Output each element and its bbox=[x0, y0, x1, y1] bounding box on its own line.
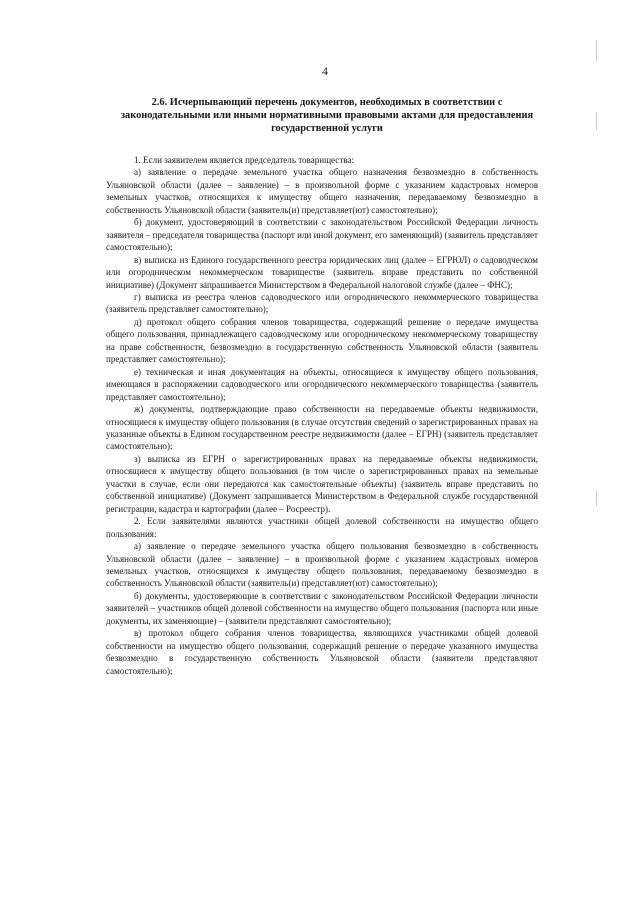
paragraph: б) документ, удостоверяющий в соответствии с законодательством Российской Федерации личность заявителя – председателя товарищества (паспорт или иной документ, его заменяющий) (заявитель представляет самостоятельно); bbox=[106, 217, 538, 253]
page-number: 4 bbox=[322, 64, 328, 78]
paragraph: д) протокол общего собрания членов товарищества, содержащий решение о передаче имущества общего пользования, принадлежащего садоводческому или огородническому некоммерческому товариществу на праве собственности, безвозмездно в государственную собственность Ульяновской области (заявитель представляет самостоятельно); bbox=[106, 316, 538, 365]
paragraph: а) заявление о передаче земельного участка общего пользования безвозмездно в собственность Ульяновской области (далее – заявление) – в произвольной форме с указанием кадастровых номеров земельных участков, относящихся к имуществу общего пользования, передаваемому безвозмездно в собственность Ульяновской области (заявитель(и) представляет(ют) самостоятельно); bbox=[106, 541, 538, 589]
paragraph: в) протокол общего собрания членов товарищества, являющихся участниками общей долевой собственности на имущество общего пользования, содержащий решение о передаче указанного имущества безвозмездно в государственную собственность Ульяновской области (заявители представляют самостоятельно); bbox=[106, 628, 538, 676]
scan-edge-mark bbox=[596, 112, 597, 130]
paragraph: 2. Если заявителями являются участники общей долевой собственности на имущество общего пользования: bbox=[106, 516, 538, 539]
paragraph: в) выписка из Единого государственного реестра юридических лиц (далее – ЕГРЮЛ) о садоводческом или огородническом некоммерческом товариществе (заявитель вправе представить по собственной инициативе) (Документ запрашивается Министерством в Федеральной налоговой службе (далее – ФНС); bbox=[106, 254, 538, 290]
paragraph: ж) документы, подтверждающие право собственности на передаваемые объекты недвижимости, относящиеся к имуществу общего пользования (в случае отсутствия сведений о зарегистрированных правах на указанные объекты в Едином государственном реестре недвижимости (далее – ЕГРН) (заявитель представляет самостоятельно); bbox=[106, 404, 538, 452]
paragraph: а) заявление о передаче земельного участка общего назначения безвозмездно в собственность Ульяновской области (далее – заявление) – в произвольной форме с указанием кадастровых номеров земельных участков, относящихся к имуществу общего назначения, передаваемому безвозмездно в собственность Ульяновской области (заявитель(и) представляет(ют) самостоятельно); bbox=[106, 167, 538, 215]
scan-edge-mark bbox=[596, 40, 597, 62]
paragraph: е) техническая и иная документация на объекты, относящиеся к имуществу общего пользования, имеющаяся в распоряжении садоводческого или огороднического некоммерческого товарищества (заявитель представляет самостоятельно); bbox=[106, 366, 538, 402]
scan-edge-mark bbox=[596, 490, 597, 506]
document-body bbox=[106, 154, 538, 677]
paragraph: 1. Если заявителем является председатель товарищества: bbox=[134, 155, 354, 165]
section-heading: 2.6. Исчерпывающий перечень документов, необходимых в соответствии с законодательными или иными нормативными правовыми актами для предоставления государственной услуги bbox=[120, 97, 534, 134]
paragraph: г) выписка из реестра членов садоводческого или огороднического некоммерческого товарищества (заявитель представляет самостоятельно); bbox=[106, 291, 538, 315]
paragraph: з) выписка из ЕГРН о зарегистрированных правах на передаваемые объекты недвижимости, относящиеся к имуществу общего пользования (в том числе о зарегистрированных правах на земельные участки в случае, если они передаются как самостоятельные объекты) (заявитель вправе представить по собственной инициативе) (Документ запрашивается Министерством в Федеральной службе государственной регистрации, кадастра и картографии (далее – Росреестр). bbox=[106, 453, 538, 514]
paragraph: б) документы, удостоверяющие в соответствии с законодательством Российской Федерации личности заявителей – участников общей долевой собственности на имущество общего пользования (паспорта или иные документы, их заменяющие) – (заявители представляют самостоятельно); bbox=[106, 590, 538, 626]
